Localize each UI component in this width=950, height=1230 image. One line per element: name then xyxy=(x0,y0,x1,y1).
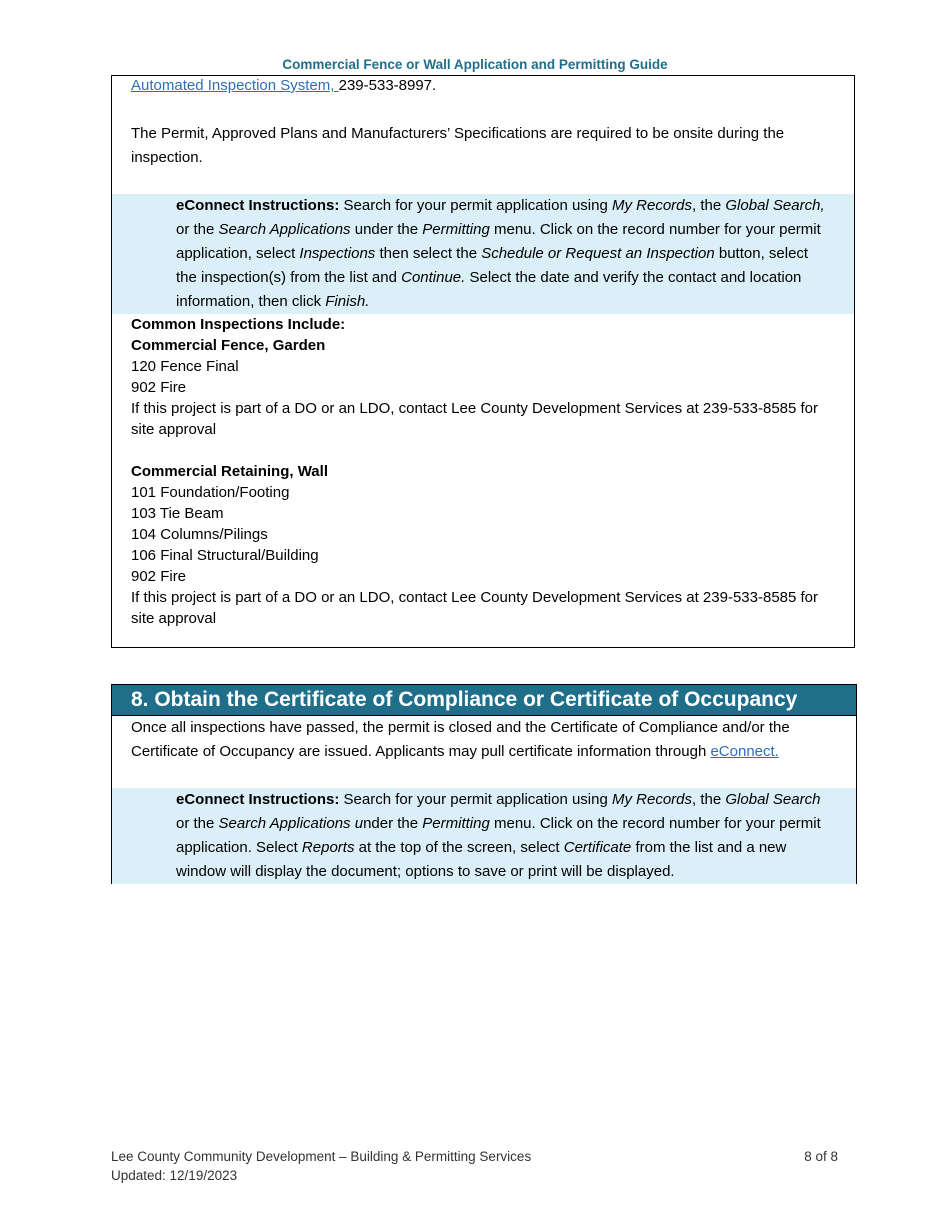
onsite-note: The Permit, Approved Plans and Manufacturers’ Specifications are required to be onsite during the inspection. xyxy=(131,125,785,166)
econnect-text: or the xyxy=(176,221,219,238)
econnect-text: at the top of the screen, select xyxy=(354,839,564,856)
wall-site-approval-note: If this project is part of a DO or an LDO, contact Lee County Development Services at 239-533-8585 for site approval xyxy=(131,589,819,627)
econnect-text: menu. Click on the record number for your permit application. Select xyxy=(176,815,821,856)
econnect-my-records: My Records xyxy=(612,791,693,808)
wall-title: Commercial Retaining, Wall xyxy=(131,463,328,480)
certificate-section xyxy=(111,684,857,884)
fence-item: 902 Fire xyxy=(131,379,187,396)
econnect-continue: Continue. xyxy=(401,269,466,286)
inspection-section xyxy=(111,75,855,648)
common-inspections xyxy=(112,314,854,398)
wall-item: 902 Fire xyxy=(131,568,187,585)
footer-org: Lee County Community Development – Building & Permitting Services xyxy=(111,1149,532,1164)
econnect-text: , the xyxy=(692,791,726,808)
fence-title: Commercial Fence, Garden xyxy=(131,337,326,354)
inspection-phone: 239-533-8997. xyxy=(338,77,437,94)
econnect-reports: Reports xyxy=(301,839,355,856)
econnect-text: , the xyxy=(692,197,726,214)
certificate-section-title: 8. Obtain the Certificate of Compliance or Certificate of Occupancy xyxy=(112,685,856,716)
econnect-schedule-inspection: Schedule or Request an Inspection xyxy=(481,245,715,262)
econnect-search-applications: Search Applications u xyxy=(218,815,364,832)
econnect-label: eConnect Instructions: xyxy=(176,791,340,808)
retaining-wall-inspections xyxy=(112,461,854,587)
fence-item: 120 Fence Final xyxy=(131,358,239,375)
fence-site-approval-note: If this project is part of a DO or an LDO, contact Lee County Development Services at 239-533-8585 for site approval xyxy=(131,400,819,438)
certificate-body xyxy=(112,716,856,764)
econnect-text: menu. Click on the record number for your permit application, select xyxy=(176,221,821,262)
econnect-text: then select the xyxy=(375,245,482,262)
page-footer xyxy=(111,1147,838,1185)
econnect-certificate: Certificate xyxy=(563,839,632,856)
econnect-global-search: Global Search xyxy=(725,791,821,808)
econnect-search-applications: Search Applications xyxy=(218,221,351,238)
econnect-text: or the xyxy=(176,815,219,832)
econnect-text: from the list and a new window will display the document; options to save or print will be displayed. xyxy=(176,839,787,880)
econnect-inspections: Inspections xyxy=(299,245,376,262)
econnect-text: Search for your permit application using xyxy=(339,791,612,808)
footer-updated: Updated: 12/19/2023 xyxy=(111,1168,238,1183)
econnect-permitting: Permitting xyxy=(422,221,490,238)
econnect-label: eConnect Instructions: xyxy=(176,197,340,214)
econnect-text: under the xyxy=(350,221,423,238)
common-inspections-title: Common Inspections Include: xyxy=(131,316,346,333)
econnect-instructions-inspection xyxy=(112,194,854,314)
econnect-text: Search for your permit application using xyxy=(339,197,612,214)
wall-item: 103 Tie Beam xyxy=(131,505,224,522)
certificate-body-text: Once all inspections have passed, the permit is closed and the Certificate of Compliance and/or the Certificate of Occupancy are issued. Applicants may pull certificate information through xyxy=(131,719,790,760)
econnect-permitting: Permitting xyxy=(422,815,490,832)
econnect-global-search: Global Search, xyxy=(725,197,825,214)
wall-item: 101 Foundation/Footing xyxy=(131,484,290,501)
running-header: Commercial Fence or Wall Application and Permitting Guide xyxy=(282,57,668,72)
econnect-instructions-certificate xyxy=(112,788,856,884)
econnect-finish: Finish. xyxy=(325,293,370,310)
econnect-text: button, select the inspection(s) from the list and xyxy=(176,245,809,286)
inspection-phone-line xyxy=(112,74,854,98)
econnect-my-records: My Records xyxy=(612,197,693,214)
econnect-text: Select the date and verify the contact and location information, then click xyxy=(176,269,802,310)
econnect-link[interactable]: eConnect. xyxy=(710,743,779,760)
wall-item: 106 Final Structural/Building xyxy=(131,547,319,564)
automated-inspection-link[interactable]: Automated Inspection System, xyxy=(131,77,339,94)
econnect-text: nder the xyxy=(363,815,423,832)
wall-item: 104 Columns/Pilings xyxy=(131,526,268,543)
page-number: 8 of 8 xyxy=(804,1149,838,1164)
